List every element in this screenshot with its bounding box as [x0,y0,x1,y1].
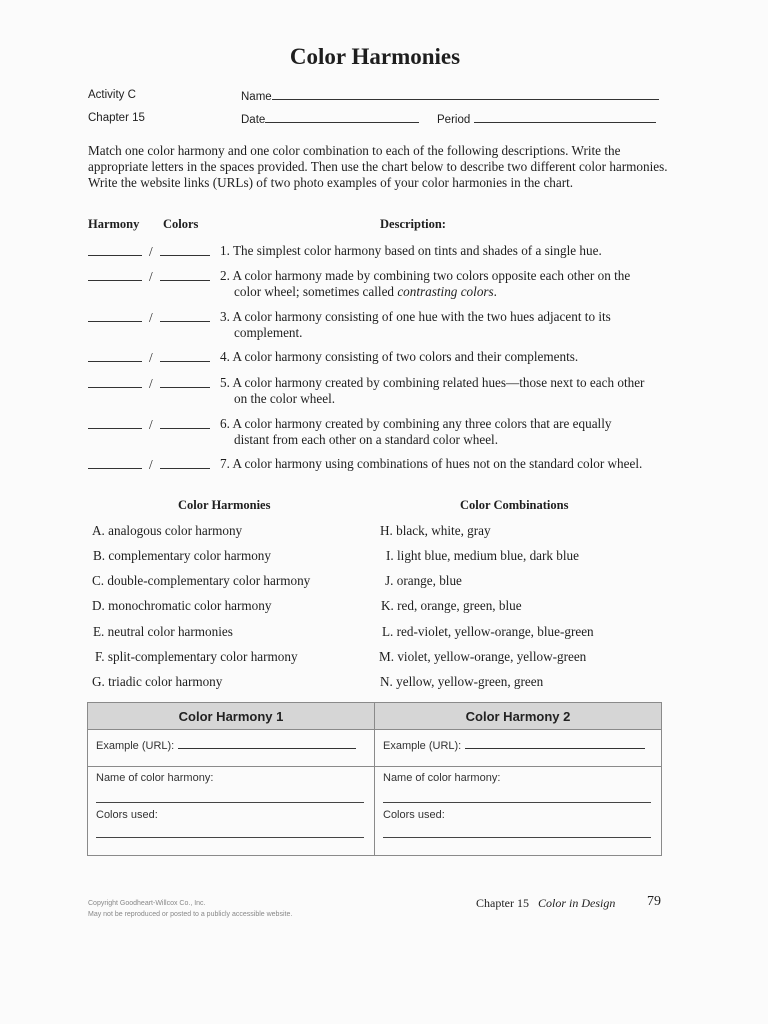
question-number: 2. [220,268,230,283]
colors-answer-blank[interactable] [160,309,210,322]
harmony-option-e: E. neutral color harmonies [93,624,233,639]
harmony-name-label: Name of color harmony: [96,772,214,784]
copyright-text: Copyright Goodheart-Willcox Co., Inc. [88,900,206,907]
combination-option-m: M. violet, yellow-orange, yellow-green [379,649,587,664]
harmony1-details-cell[interactable] [88,767,375,856]
harmony-option-c: C. double-complementary color harmony [92,573,311,588]
chapter-label: Chapter 15 [88,112,145,124]
reproduction-notice: May not be reproduced or posted to a publicly accessible website. [88,911,293,918]
combination-option-i: I. light blue, medium blue, dark blue [386,548,580,563]
colors-answer-blank[interactable] [160,349,210,362]
harmony-name-blank[interactable] [96,802,364,803]
harmony-answer-blank[interactable] [88,416,142,429]
date-blank[interactable] [265,112,419,123]
colors-header: Colors [163,217,199,231]
question-text: A color harmony consisting of two colors and their complements. [232,349,579,364]
colors-answer-blank[interactable] [160,268,210,281]
question-text: A color harmony created by combining any three colors that are equally distant from each other on a standard color wheel. [232,416,612,447]
question-number: 5. [220,375,230,390]
period-label: Period [437,114,471,126]
harmony-name-label: Name of color harmony: [383,772,501,784]
combination-option-l: L. red-violet, yellow-orange, blue-green [382,624,594,639]
harmony-answer-blank[interactable] [88,375,142,388]
combination-option-h: H. black, white, gray [380,523,491,538]
colors-answer-blank[interactable] [160,243,210,256]
harmony2-example-cell[interactable] [375,730,662,767]
harmony-option-g: G. triadic color harmony [92,674,223,689]
colors-used-blank[interactable] [96,837,364,838]
footer-chapter-title: Color in Design [538,896,616,910]
harmony-answer-blank[interactable] [88,243,142,256]
harmony-answer-blank[interactable] [88,309,142,322]
activity-label: Activity C [88,89,136,101]
slash: / [149,350,153,365]
harmony-option-b: B. complementary color harmony [93,548,271,563]
example-url-blank[interactable] [465,738,645,749]
period-blank[interactable] [474,112,656,123]
name-field[interactable] [241,89,659,103]
harmony-answer-blank[interactable] [88,456,142,469]
harmony-option-a: A. analogous color harmony [92,523,243,538]
slash: / [149,269,153,284]
harmony-answer-blank[interactable] [88,268,142,281]
colors-answer-blank[interactable] [160,456,210,469]
question-number: 7. [220,456,230,471]
name-blank[interactable] [272,89,659,100]
harmony1-example-cell[interactable] [88,730,375,767]
combination-option-k: K. red, orange, green, blue [381,598,522,613]
slash: / [149,310,153,325]
description-header: Description: [380,217,446,231]
question-text: A color harmony using combinations of hues not on the standard color wheel. [232,456,643,471]
question-text: A color harmony consisting of one hue with the two hues adjacent to its complement. [232,309,611,340]
question-text-end: . [493,283,497,299]
footer-copyright [88,898,292,920]
page-number: 79 [647,894,661,909]
date-field[interactable] [241,112,419,126]
date-label: Date [241,114,266,126]
colors-used-blank[interactable] [383,837,651,838]
instructions: Match one color harmony and one color combination to each of the following descriptions. Write the appropriate letters in the spaces provided. Then use the chart below to describe two different color harmonies. Write the website links (URLs) of two photo examples of your color harmonies in the chart. [88,143,668,190]
color-harmonies-heading: Color Harmonies [178,498,271,512]
question-number: 4. [220,349,230,364]
footer-chapter [476,896,615,911]
chart-col1-title: Color Harmony 1 [88,703,375,730]
slash: / [149,417,153,432]
combination-option-j: J. orange, blue [385,573,462,588]
combination-option-n: N. yellow, yellow-green, green [380,674,544,689]
slash: / [149,244,153,259]
harmony-name-blank[interactable] [383,802,651,803]
harmony2-details-cell[interactable] [375,767,662,856]
harmony-option-d: D. monochromatic color harmony [92,598,272,613]
footer-chapter-number: Chapter 15 [476,896,529,910]
slash: / [149,457,153,472]
question-text: A color harmony created by combining related hues—those next to each other on the color wheel. [232,375,645,406]
question-text-italic: contrasting colors [397,283,494,299]
color-harmony-chart [87,702,662,856]
colors-answer-blank[interactable] [160,375,210,388]
color-combinations-heading: Color Combinations [460,498,569,512]
harmony-option-f: F. split-complementary color harmony [95,649,298,664]
example-url-blank[interactable] [178,738,356,749]
slash: / [149,376,153,391]
page-title: Color Harmonies [289,44,461,69]
question-number: 6. [220,416,230,431]
example-url-label: Example (URL): [96,740,175,752]
colors-used-label: Colors used: [383,809,445,821]
question-text: A color harmony made by combining two colors opposite each other on the color wheel; sometimes called [232,268,631,299]
example-url-label: Example (URL): [383,740,462,752]
question-number: 1. [220,243,230,258]
question-text: The simplest color harmony based on tints and shades of a single hue. [232,243,602,258]
colors-answer-blank[interactable] [160,416,210,429]
colors-used-label: Colors used: [96,809,158,821]
period-field[interactable] [437,112,656,126]
name-label: Name [241,91,272,103]
harmony-answer-blank[interactable] [88,349,142,362]
chart-col2-title: Color Harmony 2 [375,703,662,730]
harmony-header: Harmony [88,217,140,231]
question-number: 3. [220,309,230,324]
